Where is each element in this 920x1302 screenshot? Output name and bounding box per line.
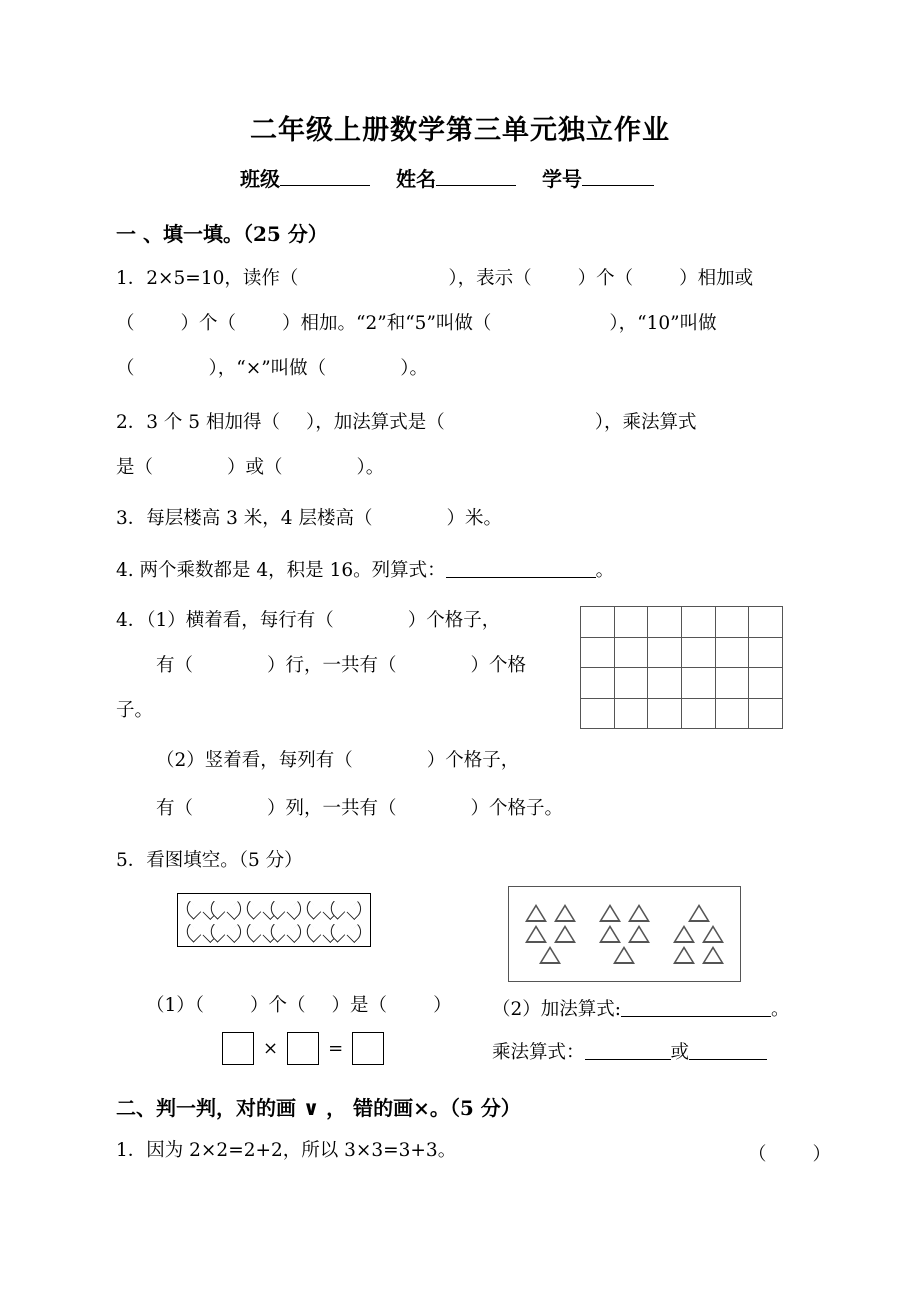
q1-l1-c: ）个（ xyxy=(577,268,634,289)
triangle-icon xyxy=(599,925,621,943)
multiplication-expression-blank-1[interactable] xyxy=(585,1059,671,1060)
triangle-row xyxy=(539,946,561,964)
equation-box-factor-1[interactable] xyxy=(222,1032,254,1065)
heart-icon xyxy=(276,922,297,942)
triangle-icon xyxy=(554,904,576,922)
triangle-row xyxy=(673,946,724,964)
triangle-icon xyxy=(673,946,695,964)
question-grid-line-1 xyxy=(116,610,500,632)
q4-b: 。 xyxy=(595,560,615,581)
qg-l5-b: ）列，一共有（ xyxy=(267,798,397,819)
q3-a: 3．每层楼高 3 米，4 层楼高（ xyxy=(116,508,373,529)
qg-l4-b: ）个格子， xyxy=(426,750,520,771)
q1-l2-b: ）个（ xyxy=(180,313,237,334)
question-4 xyxy=(116,560,614,582)
student-number-label: 学号 xyxy=(542,167,582,191)
q2-l1-a: 2．3 个 5 相加得（ xyxy=(116,412,280,433)
grid-cell xyxy=(648,607,682,638)
grid-cell xyxy=(749,668,783,699)
grid-cell xyxy=(581,699,615,730)
equation-box-factor-2[interactable] xyxy=(287,1032,319,1065)
grid-cell xyxy=(615,607,649,638)
q3-b: ）米。 xyxy=(446,508,502,529)
truefalse-question-1: 1．因为 2×2=2+2，所以 3×3=3+3。 xyxy=(116,1140,457,1161)
grid-figure xyxy=(580,606,783,729)
q5-s1-a: （1）（ xyxy=(146,995,205,1016)
q5-s2-suffix: 。 xyxy=(771,999,790,1020)
q2-l1-c: ），乘法算式 xyxy=(594,412,697,433)
qg-l1-a: 4．（1）横着看，每行有（ xyxy=(116,610,334,631)
triangle-icon xyxy=(613,946,635,964)
qg-l2-c: ）个格 xyxy=(470,655,527,676)
triangle-group xyxy=(673,904,724,964)
equals-sign: = xyxy=(328,1038,344,1059)
q2-l1-b: ），加法算式是（ xyxy=(305,412,445,433)
question-grid-line-2 xyxy=(156,655,526,677)
triangles-figure xyxy=(508,886,741,982)
qg-l5-c: ）个格子。 xyxy=(470,798,564,819)
triangle-icon xyxy=(702,946,724,964)
question-5-title: 5．看图填空。（5 分） xyxy=(116,850,303,871)
addition-expression-blank[interactable] xyxy=(621,1016,771,1017)
name-blank[interactable] xyxy=(436,185,516,186)
question-2-line-1 xyxy=(116,412,697,434)
q5-s2-label: （2）加法算式: xyxy=(492,999,622,1020)
triangle-row xyxy=(599,925,650,943)
q2-l2-c: ）。 xyxy=(356,457,385,478)
grid-cell xyxy=(716,699,750,730)
qg-l2-a: 有（ xyxy=(156,655,194,676)
heart-group xyxy=(190,897,238,943)
question-grid-line-3: 子。 xyxy=(116,700,154,721)
grid-cell xyxy=(682,699,716,730)
triangle-icon xyxy=(599,904,621,922)
hearts-figure xyxy=(177,893,371,947)
answer-paren-close: ） xyxy=(812,1144,832,1165)
q1-l3-a: （ xyxy=(116,358,135,379)
heart-group xyxy=(250,897,298,943)
qg-l4-a: （2）竖着看，每列有（ xyxy=(156,750,353,771)
grid-cell xyxy=(615,699,649,730)
equation-box-product[interactable] xyxy=(352,1032,384,1065)
q1-l1-a: 1．2×5=10，读作（ xyxy=(116,268,299,289)
qg-l5-a: 有（ xyxy=(156,798,194,819)
name-field[interactable] xyxy=(396,167,516,191)
question-5-sub-2 xyxy=(492,995,790,1021)
triangle-icon xyxy=(688,904,710,922)
triangle-group xyxy=(599,904,650,964)
triangle-row xyxy=(525,925,576,943)
triangle-icon xyxy=(702,925,724,943)
heart-group xyxy=(310,897,358,943)
q5-s3-label: 乘法算式： xyxy=(492,1042,585,1063)
grid-cell xyxy=(716,638,750,669)
student-info-row xyxy=(0,163,920,192)
q1-l3-c: ）。 xyxy=(400,358,428,379)
section-2-heading: 二、判一判，对的画 ∨ ， 错的画×。（5 分） xyxy=(116,1096,521,1120)
question-grid-line-4 xyxy=(156,750,519,772)
triangle-row xyxy=(688,904,710,922)
grid-cell xyxy=(682,638,716,669)
class-blank[interactable] xyxy=(280,185,370,186)
grid-cell xyxy=(716,668,750,699)
qg-l2-b: ）行，一共有（ xyxy=(267,655,397,676)
class-label: 班级 xyxy=(240,167,280,191)
q1-l1-b: ），表示（ xyxy=(448,268,532,289)
q5-s1-c: ）是（ xyxy=(331,995,388,1016)
heart-icon xyxy=(216,899,237,919)
triangle-row xyxy=(673,925,724,943)
page-title-rest: 第三单元独立作业 xyxy=(446,115,670,146)
truefalse-answer-1[interactable] xyxy=(748,1140,831,1166)
question-3 xyxy=(116,508,502,530)
q1-l2-c: ）相加。“2”和“5”叫做（ xyxy=(282,313,492,334)
grid-cell xyxy=(648,699,682,730)
heart-icon xyxy=(216,922,237,942)
grid-cell xyxy=(581,668,615,699)
triangle-icon xyxy=(539,946,561,964)
question-1-line-1 xyxy=(116,268,753,290)
triangle-icon xyxy=(525,925,547,943)
q2-l2-b: ）或（ xyxy=(227,457,283,478)
name-label: 姓名 xyxy=(396,167,436,191)
page-title xyxy=(0,108,920,147)
grid-cell xyxy=(615,638,649,669)
question-2-line-2 xyxy=(116,457,384,479)
question-5-sub-1 xyxy=(146,995,452,1017)
grid-cell xyxy=(749,607,783,638)
q1-l2-d: ），“10”叫做 xyxy=(609,313,717,334)
answer-paren-open: （ xyxy=(748,1144,767,1165)
student-number-field[interactable] xyxy=(542,167,654,191)
section-1-heading: 一 、填一填。（25 分） xyxy=(116,222,328,246)
grid-cell xyxy=(682,607,716,638)
triangle-icon xyxy=(628,904,650,922)
grid-cell xyxy=(682,668,716,699)
question-grid-line-5 xyxy=(156,798,563,820)
grid-cell xyxy=(716,607,750,638)
heart-icon xyxy=(336,922,357,942)
q2-l2-a: 是（ xyxy=(116,457,154,478)
q5-s3-mid: 或 xyxy=(670,1042,690,1063)
triangle-group xyxy=(525,904,576,964)
triangle-row xyxy=(613,946,635,964)
triangle-row xyxy=(599,904,650,922)
equation-row xyxy=(222,1032,384,1065)
grid-cell xyxy=(749,699,783,730)
triangle-icon xyxy=(628,925,650,943)
multiply-sign: × xyxy=(263,1038,279,1059)
qg-l1-b: ）个格子， xyxy=(407,610,501,631)
question-1-line-3 xyxy=(116,358,428,380)
class-field[interactable] xyxy=(240,167,370,191)
triangle-row xyxy=(525,904,576,922)
grid-cell xyxy=(648,668,682,699)
q4-answer-blank[interactable] xyxy=(446,577,596,578)
heart-icon xyxy=(276,899,297,919)
multiplication-expression-blank-2[interactable] xyxy=(689,1059,767,1060)
q1-l2-a: （ xyxy=(116,313,135,334)
heart-icon xyxy=(336,899,357,919)
grid-cell xyxy=(749,638,783,669)
triangle-icon xyxy=(673,925,695,943)
q1-l3-b: ），“×”叫做（ xyxy=(208,358,327,379)
grid-cell xyxy=(615,668,649,699)
student-number-blank[interactable] xyxy=(582,185,654,186)
triangle-icon xyxy=(525,904,547,922)
q5-s1-d: ） xyxy=(433,995,452,1016)
page-title-bold: 二年级上册数学 xyxy=(250,115,446,146)
grid-cell xyxy=(581,638,615,669)
question-5-sub-3 xyxy=(492,1038,767,1064)
q1-l1-d: ）相加或 xyxy=(679,268,754,289)
q5-s1-b: ）个（ xyxy=(250,995,306,1016)
question-1-line-2 xyxy=(116,313,717,335)
grid-cell xyxy=(581,607,615,638)
grid-cell xyxy=(648,638,682,669)
triangle-icon xyxy=(554,925,576,943)
q4-a: 4. 两个乘数都是 4，积是 16。列算式： xyxy=(116,560,446,581)
